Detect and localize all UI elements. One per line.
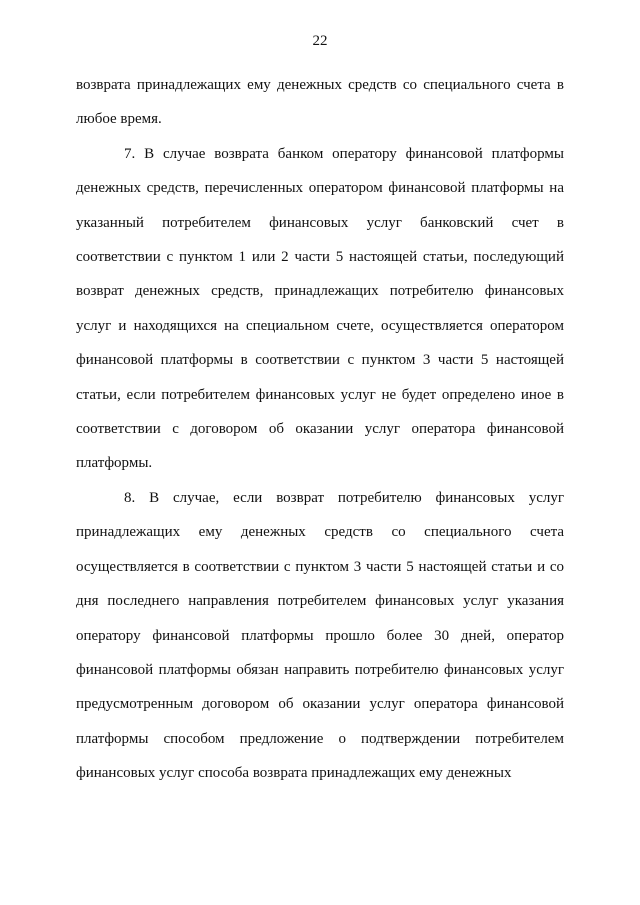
paragraph-item-7: 7. В случае возврата банком оператору финансовой платформы денежных средств, перечисленных оператором финансовой платформы на указанный потребителем финансовых услуг банковский счет в соответствии с пунктом 1 или 2 части 5 настоящей статьи, последующий возврат денежных средств, принадлежащих потребителю финансовых услуг и находящихся на специальном счете, осуществляется оператором финансовой платформы в соответствии с пунктом 3 части 5 настоящей статьи, если потребителем финансовых услуг не будет определено иное в соответствии с договором об оказании услуг оператора финансовой платформы. (76, 145, 564, 472)
paragraph-item-8: 8. В случае, если возврат потребителю финансовых услуг принадлежащих ему денежных средств со специального счета осуществляется в соответствии с пунктом 3 части 5 настоящей статьи и со дня последнего направления потребителем финансовых услуг указания оператору финансовой платформы прошло более 30 дней, оператор финансовой платформы обязан направить потребителю финансовых услуг предусмотренным договором об оказании услуг оператора финансовой платформы способом предложение о подтверждении потребителем финансовых услуг способа возврата принадлежащих ему денежных (76, 489, 564, 782)
document-body (76, 68, 564, 791)
page-number: 22 (312, 33, 328, 49)
paragraph-continuation: возврата принадлежащих ему денежных средств со специального счета в любое время. (76, 77, 564, 128)
